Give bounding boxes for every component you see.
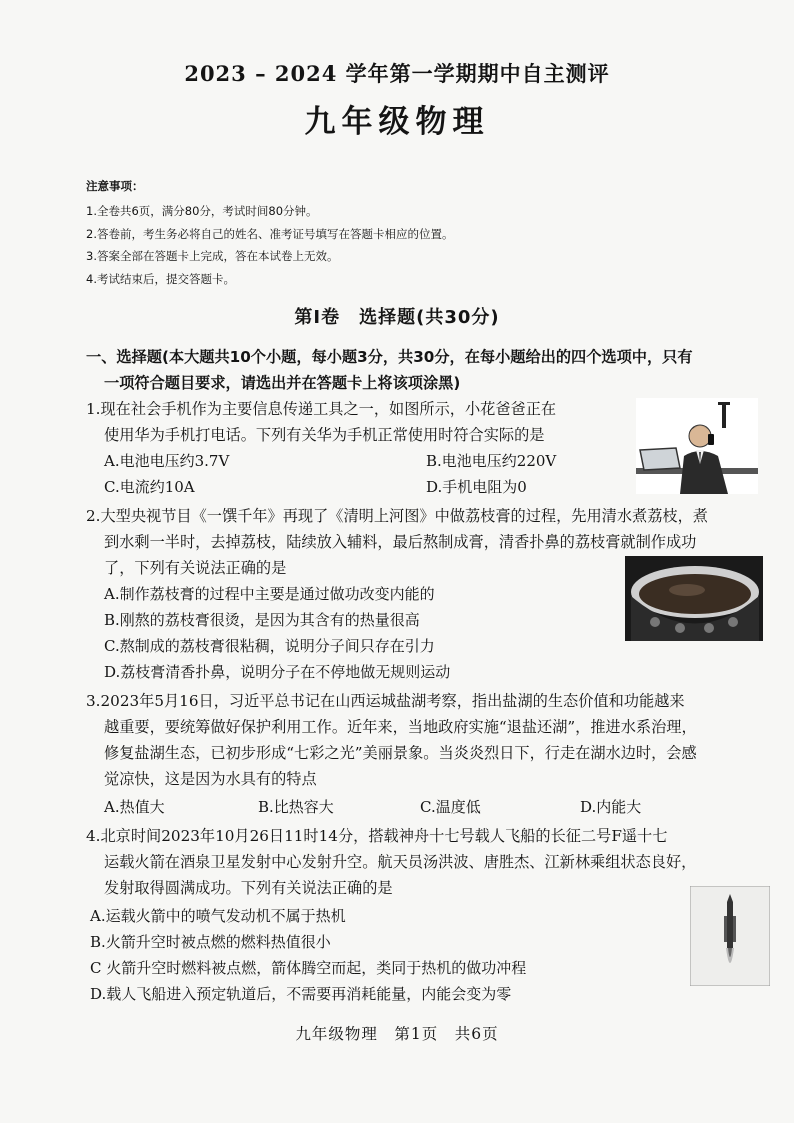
section-instructions	[86, 344, 766, 396]
question-2-option-d: D.荔枝膏清香扑鼻，说明分子在不停地做无规则运动	[104, 663, 451, 681]
question-4-line: 运载火箭在酒泉卫星发射中心发射升空。航天员汤洪波、唐胜杰、江新林乘组状态良好，	[104, 853, 697, 871]
question-4-line: 4.北京时间2023年10月26日11时14分，搭载神舟十七号载人飞船的长征二号F遥十七	[86, 827, 668, 845]
instructions-line: 一项符合题目要求，请选出并在答题卡上将该项涂黑)	[104, 374, 461, 392]
question-2-line: 了，下列有关说法正确的是	[104, 559, 287, 577]
question-1-line: 1.现在社会手机作为主要信息传递工具之一，如图所示，小花爸爸正在	[86, 400, 557, 418]
question-2-line: 2.大型央视节目《一馔千年》再现了《清明上河图》中做荔枝膏的过程，先用清水煮荔枝，煮	[86, 507, 708, 525]
notes-block	[86, 178, 453, 290]
question-4-option-b: B.火箭升空时被点燃的燃料热值很小	[90, 933, 331, 951]
section-title: 第Ⅰ卷 选择题(共30分)	[294, 307, 500, 328]
question-2-option-c: C.熬制成的荔枝膏很粘稠，说明分子间只存在引力	[104, 637, 435, 655]
page-footer: 九年级物理 第1页 共6页	[295, 1025, 499, 1043]
question-2-line: 到水剩一半时，去掉荔枝，陆续放入辅料，最后熬制成膏，清香扑鼻的荔枝膏就制作成功	[104, 533, 697, 551]
question-1-line: 使用华为手机打电话。下列有关华为手机正常使用时符合实际的是	[104, 426, 545, 444]
lychee-paste-bowl-photo	[625, 556, 763, 641]
question-4-option-c: C 火箭升空时燃料被点燃，箭体腾空而起，类同于热机的做功冲程	[90, 959, 527, 977]
question-4-option-d: D.载人飞船进入预定轨道后，不需要再消耗能量，内能会变为零	[90, 985, 512, 1003]
phone-call-photo	[636, 398, 758, 494]
question-1-option-b: B.电池电压约220V	[426, 452, 557, 470]
question-3-line: 越重要，要统筹做好保护利用工作。近年来，当地政府实施“退盐还湖”，推进水系治理，	[104, 718, 697, 736]
note-item: 4.考试结束后，提交答题卡。	[86, 271, 235, 286]
question-1-option-d: D.手机电阻为0	[426, 478, 527, 496]
question-3-option-a: A.热值大	[104, 798, 165, 816]
notes-heading: 注意事项：	[86, 179, 144, 193]
question-4-option-a: A.运载火箭中的喷气发动机不属于热机	[90, 907, 346, 925]
question-2-option-b: B.刚熬的荔枝膏很烫，是因为其含有的热量很高	[104, 611, 420, 629]
question-1-option-c: C.电流约10A	[104, 478, 195, 496]
question-3-line: 3.2023年5月16日，习近平总书记在山西运城盐湖考察，指出盐湖的生态价值和功能越来	[86, 692, 685, 710]
rocket-launch-photo	[690, 886, 770, 986]
note-item: 2.答卷前，考生务必将自己的姓名、准考证号填写在答题卡相应的位置。	[86, 226, 454, 241]
question-3-line: 修复盐湖生态，已初步形成“七彩之光”美丽景象。当炎炎烈日下，行走在湖水边时，会感	[104, 744, 697, 762]
question-3-option-c: C.温度低	[420, 798, 481, 816]
question-1-option-a: A.电池电压约3.7V	[104, 452, 230, 470]
question-3-line: 觉凉快，这是因为水具有的特点	[104, 770, 317, 788]
exam-title: 2023 – 2024 学年第一学期期中自主测评	[184, 61, 610, 86]
question-3-option-b: B.比热容大	[258, 798, 334, 816]
question-3-option-d: D.内能大	[580, 798, 642, 816]
question-2-option-a: A.制作荔枝膏的过程中主要是通过做功改变内能的	[104, 585, 435, 603]
subject-title: 九年级物理	[304, 104, 490, 140]
instructions-line: 一、选择题(本大题共10个小题，每小题3分，共30分，在每小题给出的四个选项中，只有	[86, 348, 693, 366]
note-item: 1.全卷共6页，满分80分，考试时间80分钟。	[86, 204, 318, 218]
question-4-line: 发射取得圆满成功。下列有关说法正确的是	[104, 879, 393, 897]
note-item: 3.答案全部在答题卡上完成，答在本试卷上无效。	[86, 249, 339, 263]
